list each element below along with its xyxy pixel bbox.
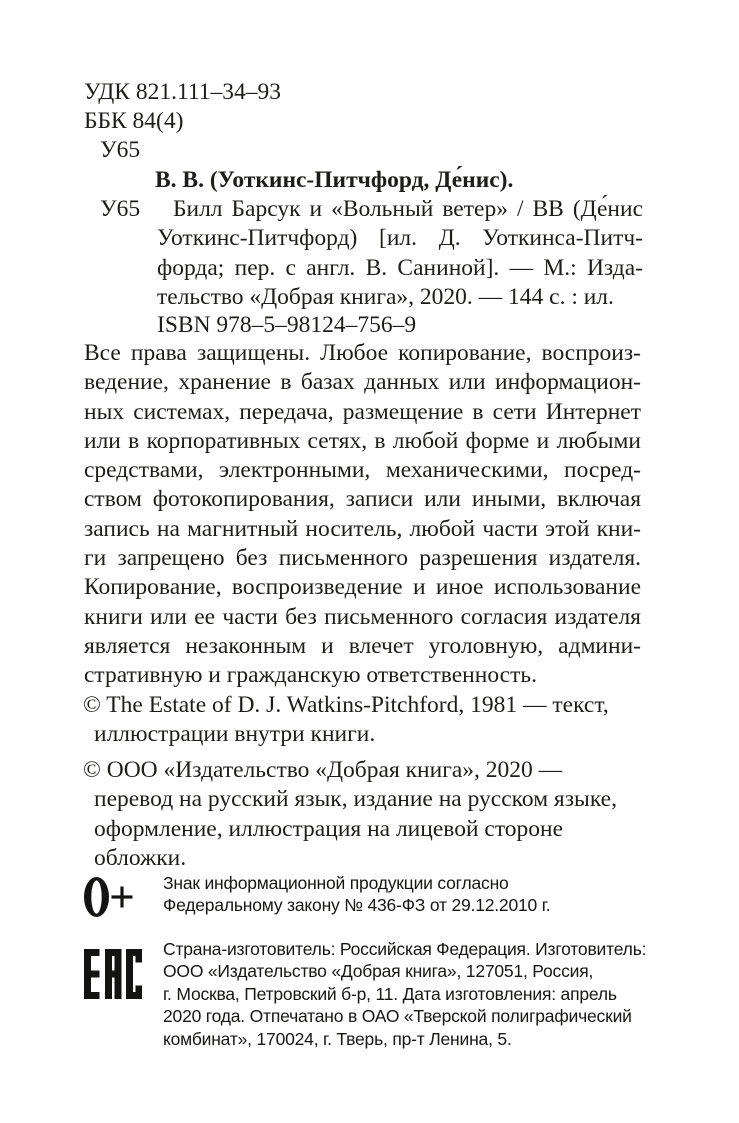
copyright-estate [83,691,643,750]
text-line: Федеральному закону № 436-ФЗ от 29.12.2010 г. [163,895,551,916]
copyright-publisher [83,756,643,873]
text-line: Страна-изготовитель: Российская Федерация. Изготовитель: [163,939,647,959]
text-line: ных системах, передача, размещение в сети Интернет [84,398,641,425]
age-mark-text [163,872,683,917]
text-line: Уоткинс-Питчфорд) [ил. Д. Уоткинса-Питч- [157,225,643,252]
catalog-entry [157,195,643,312]
author-code: У65 [100,137,141,163]
text-line: книги или ее части без письменного согласия издателя [84,603,641,630]
text-line: Знак информационной продукции согласно [163,873,509,893]
eac-glyph [84,949,142,999]
text-line: Все права защищены. Любое копирование, воспроиз- [84,340,641,366]
text-line: комбинат», 170024, г. Тверь, пр-т Ленина, 5. [163,1028,512,1049]
isbn-line: ISBN 978–5–98124–756–9 [157,312,417,338]
text-line: Билл Барсук и «Вольный ветер» / ВВ (Де́нис [173,196,643,222]
catalog-code: У65 [100,196,141,222]
age-rating-0plus-icon [84,877,134,917]
rights-paragraph [84,339,641,691]
text-line: стративную и гражданскую ответственность. [84,662,537,689]
text-line: ведение, хранение в базах данных или информацион- [84,369,641,396]
text-line: иллюстрации внутри книги. [94,721,376,748]
text-line: Копирование, воспроизведение и иное использование [84,574,641,601]
age-rating-0plus-glyph [84,877,134,917]
text-line: г. Москва, Петровский б-р, 11. Дата изготовления: апрель [163,983,617,1004]
text-line: тельство «Добрая книга», 2020. — 144 с. : ил. [157,283,614,310]
text-line: перевод на русский язык, издание на русском языке, [94,786,617,813]
text-line: или в корпоративных сетях, в любой форме и любыми [84,427,641,454]
text-line: 2020 года. Отпечатано в ОАО «Тверской полиграфический [163,1006,632,1027]
text-line: является незаконным и влечет уголовную, админи- [84,632,641,659]
text-line: форда; пер. с англ. В. Саниной]. — М.: Изда- [157,254,643,281]
text-line: оформление, иллюстрация на лицевой стороне [94,815,564,842]
eac-conformity-icon [84,949,142,999]
eac-manufacturer-text [163,938,683,1050]
text-line: ООО «Издательство «Добрая книга», 127051, Россия, [163,961,594,982]
bbk-line: ББК 84(4) [84,108,184,134]
text-line: ги запрещено без письменного разрешения издателя. [84,545,641,572]
text-line: запись на магнитный носитель, любой части этой кни- [84,515,641,542]
text-line: средствами, электронными, механическими, посред- [84,457,641,484]
author-heading: В. В. (Уоткинс-Питчфорд, Де́нис). [155,167,514,193]
udk-line: УДК 821.111–34–93 [84,79,281,105]
text-line: обложки. [94,844,187,871]
text-line: © ООО «Издательство «Добрая книга», 2020 — [83,757,563,783]
text-line: © The Estate of D. J. Watkins-Pitchford, 1981 — текст, [83,692,609,718]
text-line: ством фотокопирования, записи или иными, включая [84,486,641,513]
